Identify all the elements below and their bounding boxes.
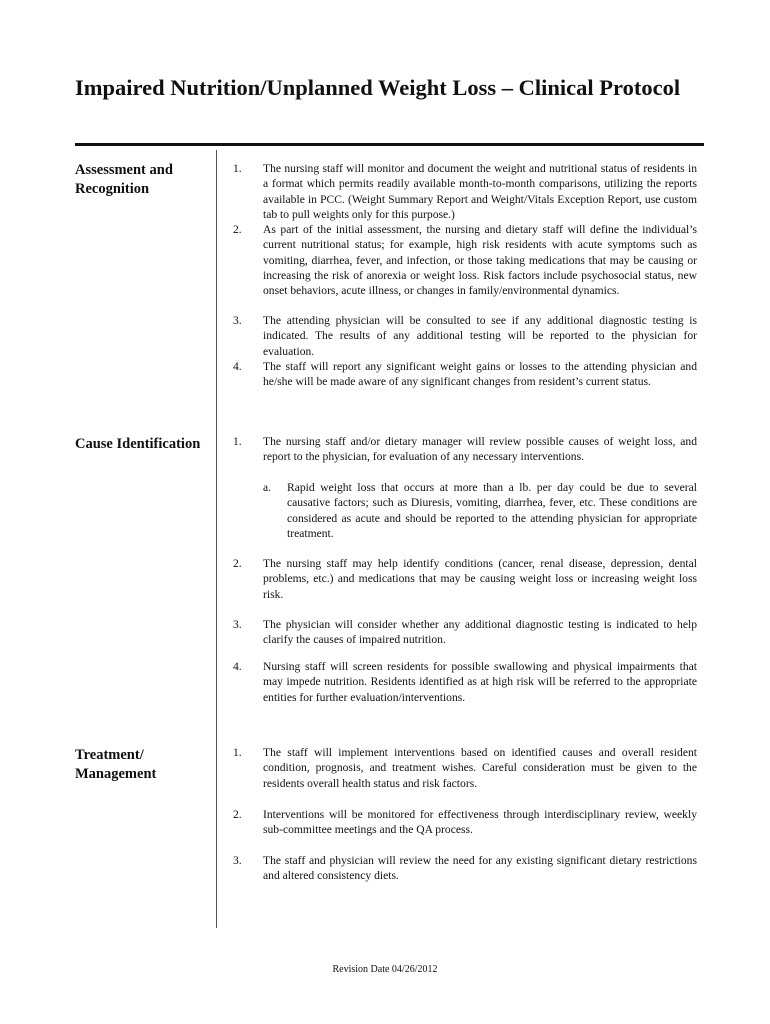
revision-date-footer: Revision Date 04/26/2012 bbox=[332, 964, 438, 975]
item-text: The nursing staff will monitor and document the weight and nutritional status of residents in a format which permits readily available month-to-month comparisons, utilizing the reports available in PCC. (Weight Summary Report and Weight/Vitals Exception Report, use custom tab to pull weights only for this purpose.) bbox=[263, 162, 697, 221]
item-text: The staff will implement interventions based on identified causes and overall resident condition, prognosis, and treatment wishes. Careful consideration must be given to the residents overall health status and risk factors. bbox=[263, 746, 697, 790]
item-text: The nursing staff may help identify conditions (cancer, renal disease, depression, dental problems, etc.) and medications that may be causing weight loss or increasing weight loss risk. bbox=[263, 557, 697, 601]
item-number: 4. bbox=[233, 660, 242, 673]
page-title: Impaired Nutrition/Unplanned Weight Loss – Clinical Protocol bbox=[75, 75, 681, 100]
section-label-assessment: Assessment and Recognition bbox=[75, 162, 173, 197]
item-number: 1. bbox=[233, 435, 242, 448]
item-text: The attending physician will be consulted to see if any additional diagnostic testing is indicated. The results of any additional testing will be reported to the physician for evaluation. bbox=[263, 314, 697, 358]
item-text: The nursing staff and/or dietary manager will review possible causes of weight loss, and report to the physician, for evaluation of any necessary interventions. bbox=[263, 435, 697, 464]
item-number: 2. bbox=[233, 557, 242, 570]
item-number: 2. bbox=[233, 808, 242, 821]
item-text: As part of the initial assessment, the nursing and dietary staff will define the individual’s current nutritional status; for example, high risk residents with acute symptoms such as vomiting, diarrhea, fever, and infection, or those taking medications that may be causing or increasing the risk of anorexia or weight loss. Risk factors include psychosocial status, new onset behaviors, acute illness, or changes in family/environmental dynamics. bbox=[263, 223, 697, 298]
title-divider bbox=[75, 143, 704, 146]
item-number: 3. bbox=[233, 314, 242, 327]
column-divider bbox=[216, 150, 217, 928]
item-number: 1. bbox=[233, 746, 242, 759]
item-text: Rapid weight loss that occurs at more than a lb. per day could be due to several causative factors; such as Diuresis, vomiting, diarrhea, fever, etc. These conditions are considered as acute and should be reported to the attending physician for appropriate treatment. bbox=[287, 481, 697, 540]
item-text: The physician will consider whether any additional diagnostic testing is indicated to help clarify the causes of impaired nutrition. bbox=[263, 618, 697, 647]
item-letter: a. bbox=[263, 481, 272, 494]
section-label-treatment: Treatment/ Management bbox=[75, 747, 157, 782]
section-label-cause: Cause Identification bbox=[75, 436, 201, 452]
item-number: 1. bbox=[233, 162, 242, 175]
item-number: 3. bbox=[233, 854, 242, 867]
item-number: 4. bbox=[233, 360, 242, 373]
item-number: 3. bbox=[233, 618, 242, 631]
item-number: 2. bbox=[233, 223, 242, 236]
item-text: The staff will report any significant weight gains or losses to the attending physician and he/she will be made aware of any significant changes from resident’s current status. bbox=[263, 360, 697, 389]
item-text: Nursing staff will screen residents for possible swallowing and physical impairments that may impede nutrition. Residents identified as at high risk will be referred to the appropriate entities for further evaluation/interventions. bbox=[263, 660, 697, 704]
item-text: The staff and physician will review the need for any existing significant dietary restrictions and altered consistency diets. bbox=[263, 854, 697, 883]
item-text: Interventions will be monitored for effectiveness through interdisciplinary review, weekly sub-committee meetings and the QA process. bbox=[263, 808, 697, 837]
